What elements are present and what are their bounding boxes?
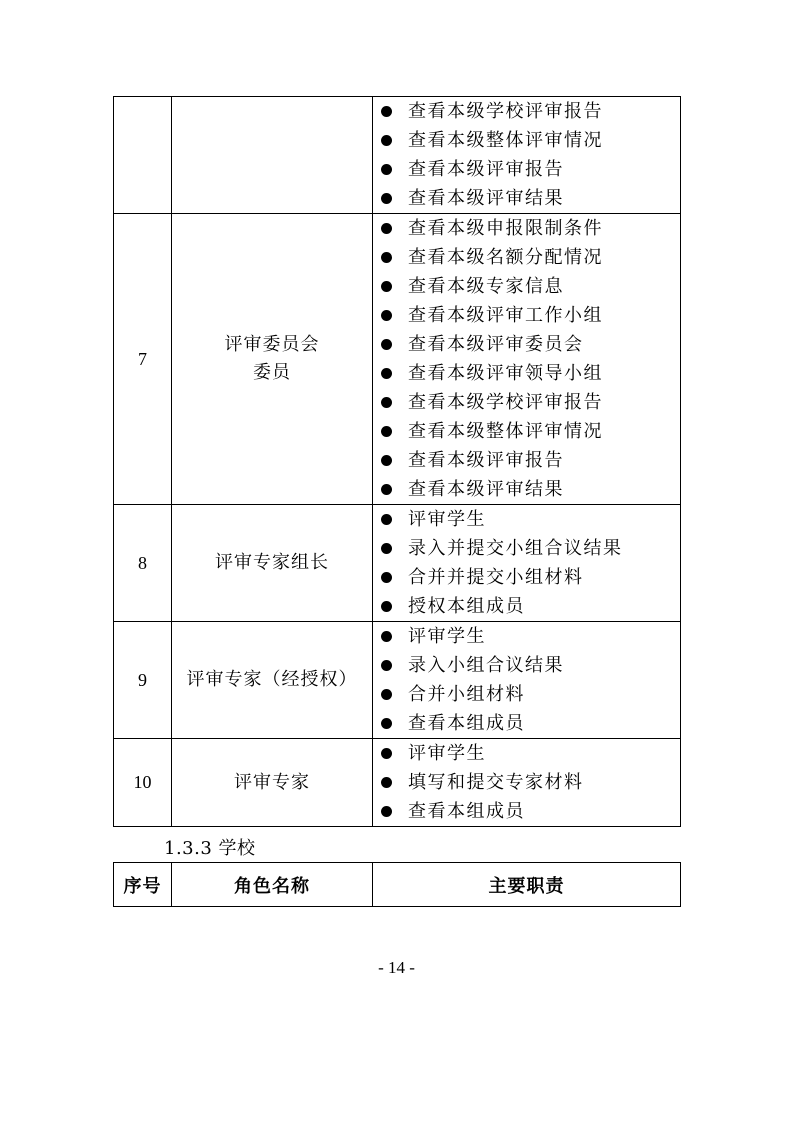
duty-item [381, 272, 680, 301]
bullet-icon [381, 310, 392, 321]
bullet-icon [381, 193, 392, 204]
duty-item [381, 155, 680, 184]
duty-text: 查看本级整体评审情况 [408, 421, 603, 442]
duty-text: 查看本级评审委员会 [408, 334, 584, 355]
role-name-line: 委员 [253, 362, 291, 383]
duty-text: 合并并提交小组材料 [408, 567, 584, 588]
table-row [114, 505, 681, 622]
duty-list [373, 505, 681, 622]
header-main-duties: 主要职责 [373, 863, 681, 907]
role-name [172, 214, 373, 505]
duty-item [381, 359, 680, 388]
duty-item [381, 446, 680, 475]
bullet-icon [381, 252, 392, 263]
bullet-icon [381, 543, 392, 554]
duty-text: 查看本级评审报告 [408, 450, 564, 471]
bullet-icon [381, 426, 392, 437]
header-role-name: 角色名称 [172, 863, 373, 907]
duty-item [381, 475, 680, 504]
role-name [172, 622, 373, 739]
duty-text: 查看本级学校评审报告 [408, 101, 603, 122]
duty-text: 录入小组合议结果 [408, 655, 564, 676]
duty-text: 查看本级评审结果 [408, 479, 564, 500]
duty-item [381, 97, 680, 126]
bullet-icon [381, 514, 392, 525]
duty-item [381, 417, 680, 446]
duty-text: 填写和提交专家材料 [408, 772, 584, 793]
duty-item [381, 768, 680, 797]
row-number: 7 [114, 214, 172, 505]
duty-item [381, 388, 680, 417]
duty-text: 查看本组成员 [408, 713, 525, 734]
duty-item [381, 534, 680, 563]
duty-text: 评审学生 [408, 743, 486, 764]
duty-item [381, 592, 680, 621]
duty-list [373, 214, 681, 505]
bullet-icon [381, 806, 392, 817]
role-name [172, 739, 373, 827]
row-number [114, 97, 172, 214]
duty-text: 查看本级评审领导小组 [408, 363, 603, 384]
duty-text: 查看本级整体评审情况 [408, 130, 603, 151]
row-number: 8 [114, 505, 172, 622]
duty-text: 查看本级专家信息 [408, 276, 564, 297]
bullet-icon [381, 164, 392, 175]
table-row [114, 97, 681, 214]
bullet-icon [381, 281, 392, 292]
bullet-icon [381, 135, 392, 146]
table-row [114, 622, 681, 739]
bullet-icon [381, 631, 392, 642]
roles-table [113, 96, 681, 827]
role-name-line: 评审专家组长 [215, 552, 329, 573]
duty-text: 授权本组成员 [408, 596, 525, 617]
duty-list [373, 97, 681, 214]
bullet-icon [381, 106, 392, 117]
duty-item [381, 126, 680, 155]
row-number: 10 [114, 739, 172, 827]
duty-item [381, 622, 680, 651]
table-row [114, 739, 681, 827]
duty-text: 合并小组材料 [408, 684, 525, 705]
duty-text: 录入并提交小组合议结果 [408, 538, 623, 559]
bullet-icon [381, 660, 392, 671]
header-number: 序号 [114, 863, 172, 907]
bullet-icon [381, 777, 392, 788]
page-number: - 14 - [378, 958, 415, 977]
role-name [172, 97, 373, 214]
duty-item [381, 505, 680, 534]
bullet-icon [381, 455, 392, 466]
duty-item [381, 651, 680, 680]
table-header-row [114, 863, 681, 907]
duty-item [381, 739, 680, 768]
bullet-icon [381, 223, 392, 234]
bullet-icon [381, 689, 392, 700]
bullet-icon [381, 748, 392, 759]
duty-text: 评审学生 [408, 509, 486, 530]
school-roles-table [113, 862, 681, 907]
role-name-line: 评审专家（经授权） [186, 669, 358, 690]
section-heading: 1.3.3 学校 [164, 838, 256, 859]
duty-item [381, 243, 680, 272]
bullet-icon [381, 368, 392, 379]
bullet-icon [381, 397, 392, 408]
role-name-line: 评审委员会 [224, 334, 320, 355]
duty-item [381, 709, 680, 738]
duty-item [381, 797, 680, 826]
duty-text: 评审学生 [408, 626, 486, 647]
bullet-icon [381, 484, 392, 495]
duty-text: 查看本级评审报告 [408, 159, 564, 180]
duty-item [381, 680, 680, 709]
duty-item [381, 301, 680, 330]
duty-list [373, 739, 681, 827]
table-row [114, 214, 681, 505]
duty-text: 查看本级学校评审报告 [408, 392, 603, 413]
bullet-icon [381, 601, 392, 612]
duty-text: 查看本级申报限制条件 [408, 218, 603, 239]
duty-text: 查看本级评审工作小组 [408, 305, 603, 326]
duty-item [381, 563, 680, 592]
bullet-icon [381, 718, 392, 729]
duty-item [381, 184, 680, 213]
duty-text: 查看本级名额分配情况 [408, 247, 603, 268]
duty-list [373, 622, 681, 739]
duty-text: 查看本组成员 [408, 801, 525, 822]
duty-text: 查看本级评审结果 [408, 188, 564, 209]
row-number: 9 [114, 622, 172, 739]
bullet-icon [381, 339, 392, 350]
bullet-icon [381, 572, 392, 583]
duty-item [381, 214, 680, 243]
duty-item [381, 330, 680, 359]
role-name-line: 评审专家 [234, 771, 310, 793]
role-name [172, 505, 373, 622]
